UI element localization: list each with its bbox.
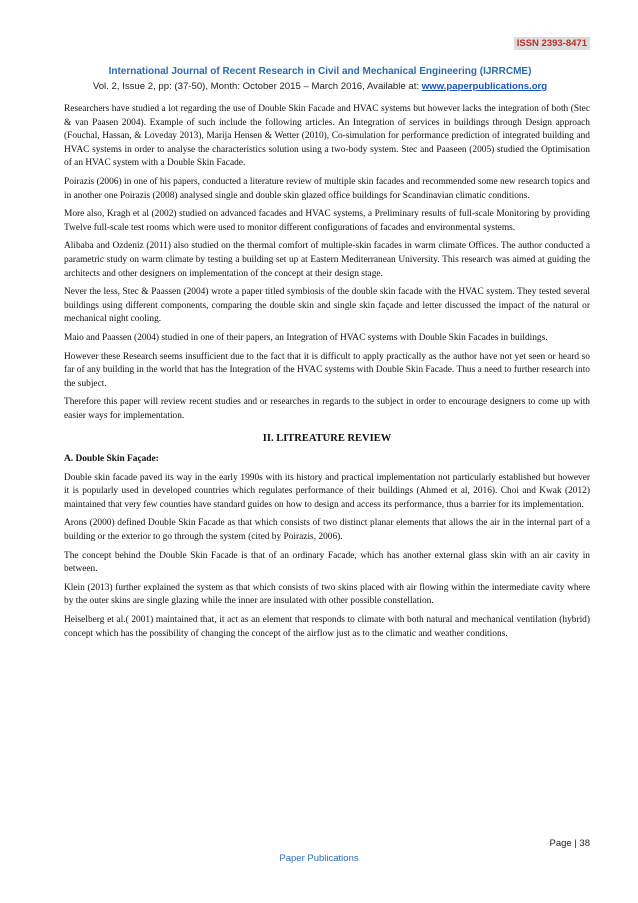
paragraph: Therefore this paper will review recent studies and or researches in regards to the subject in order to encourage designers to come up with easier ways for implementation. (64, 397, 590, 421)
volume-info (50, 81, 590, 92)
paragraph: Maio and Paassen (2004) studied in one of their papers, an Integration of HVAC systems with Double Skin Facades in buildings. (64, 332, 548, 343)
paragraph: Klein (2013) further explained the system as that which consists of two skins placed with air flowing within the intermediate cavity where by the outer skins are single glazing while the inner are insulated with other possible constellation. (64, 582, 590, 607)
paragraph: The concept behind the Double Skin Facade is that of an ordinary Facade, which has another external glass skin with an air cavity in between. (64, 550, 590, 575)
paragraph: Heiselberg et al.( 2001) maintained that, it act as an element that responds to climate with both natural and mechanical ventilation (hybrid) concept which has the possibility of changing the concept of the airflow just as to the climatic and weather conditions. (64, 615, 590, 639)
journal-title: International Journal of Recent Research in Civil and Mechanical Engineering (IJRRCME) (108, 66, 532, 77)
paragraph: Arons (2000) defined Double Skin Facade as that which consists of two distinct planar elements that allows the air in the internal part of a building or the exterior to go through the system (cited by Poirazis, 2006). (64, 518, 590, 543)
page-number: Page | 38 (549, 838, 590, 849)
paragraph: Poirazis (2006) in one of his papers, conducted a literature review of multiple skin facades and recommended some new research topics and in another one Poirazis (2008) analysed single and double skin glazed office buildings for Scandinavian climatic conditions. (64, 176, 590, 201)
paragraph: More also, Kragh et al (2002) studied on advanced facades and HVAC systems, a Preliminary results of full-scale Monitoring by providing Twelve full-scale test rooms which were used to monitor different configurations of facades and environmental systems. (64, 209, 590, 233)
section-heading: II. LITREATURE REVIEW (262, 433, 392, 445)
paragraph: Double skin facade paved its way in the early 1990s with its history and practical implementation not particularly established but however it is popularly used in developed countries which regulates performance of their buildings (Ahmed et al, 2016). Choi and Kwak (2012) maintained that very few counties have standard guides on how to design and access its performance, thus a barrier for its implementation. (64, 472, 590, 510)
article-body (64, 103, 590, 646)
paragraph: However these Research seems insufficient due to the fact that it is difficult to apply practically as the author have not yet seen or heard so far of any building in the world that has the Integration of the HVAC systems with Double Skin Facade. Thus a need to further research into the subject. (64, 351, 590, 389)
paragraph: Never the less, Stec & Paassen (2004) wrote a paper titled symbiosis of the double skin facade with the HVAC system. They tested several buildings using different components, comparing the double skin and single skin façade and letter discussed the impact of the natural or mechanical night cooling. (64, 287, 590, 325)
journal-url-link[interactable]: www.paperpublications.org (421, 81, 548, 92)
publisher-footer: Paper Publications (279, 853, 359, 864)
issn-label: ISSN 2393-8471 (514, 37, 590, 50)
paragraph: Researchers have studied a lot regarding the use of Double Skin Facade and HVAC systems but however lacks the integration of both (Stec & van Paasen 2004). Example of such include the following articles. An Integration of services in buildings through Design approach (Fouchal, Hassan, & Loveday 2013), Marija Hensen & Wetter (2010), Co-simulation for performance prediction of integrated building and HVAC systems in order to analyse the characteristics solution using a two-body system. Stec and Paaseen (2005) studied the Optimisation of an HVAC system with a Double Skin Facade. (64, 104, 590, 169)
paragraph: Alibaba and Ozdeniz (2011) also studied on the thermal comfort of multiple-skin facades in warm climate Offices. The author conducted a parametric study on warm climate by testing a building set up at Eastern Mediterranean University. This research was aimed at guiding the architects and other designers on implementation of the concept at their design stage. (64, 241, 590, 279)
sub-heading: A. Double Skin Façade: (64, 454, 159, 465)
volume-text: Vol. 2, Issue 2, pp: (37-50), Month: October 2015 – March 2016, Available at: (92, 81, 422, 92)
